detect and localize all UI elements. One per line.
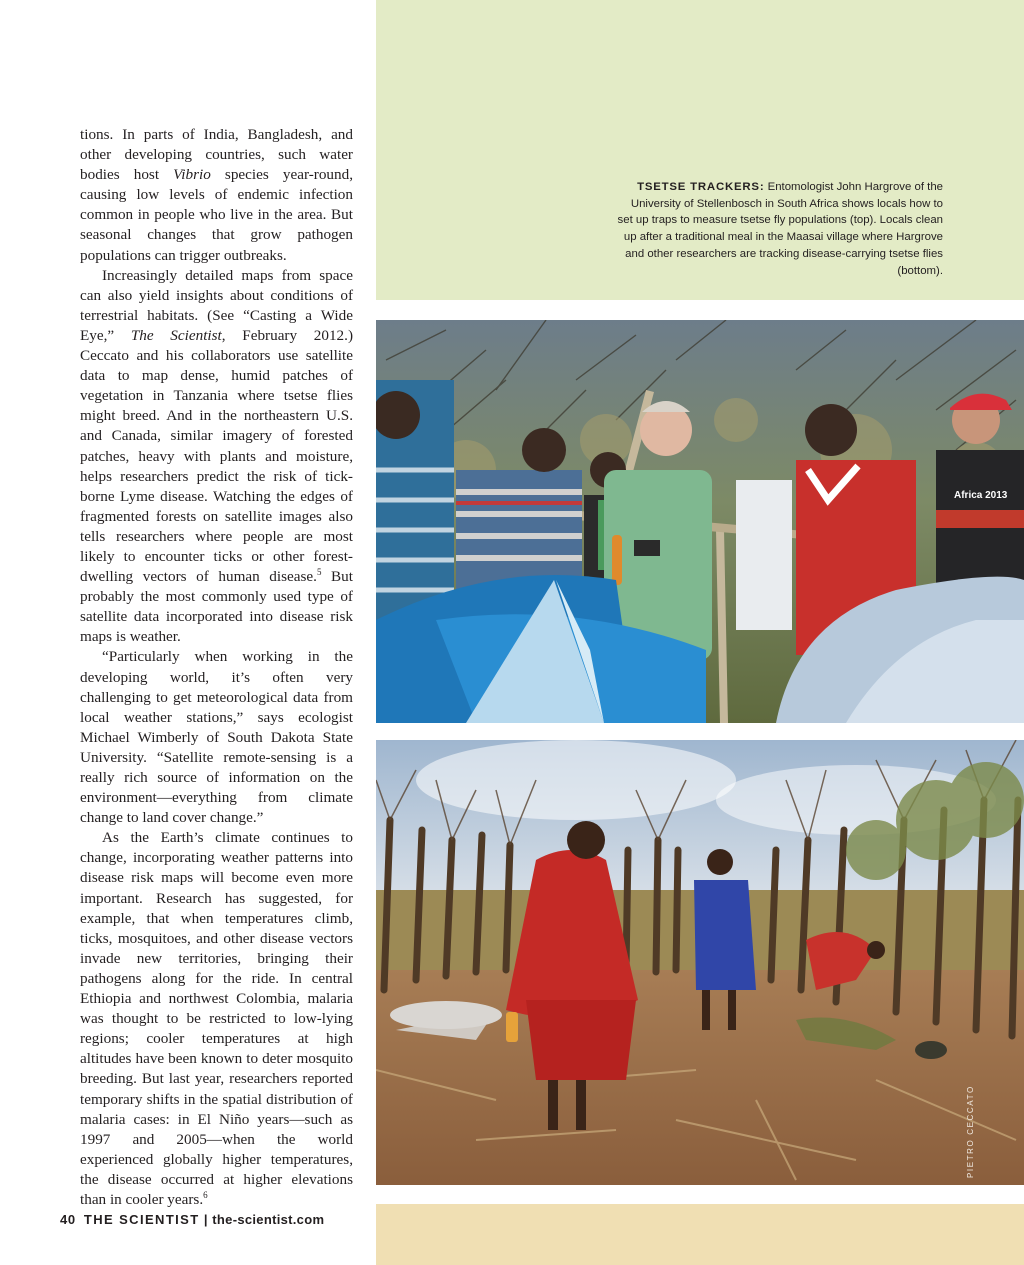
caption-panel — [376, 0, 1024, 300]
photo-bottom-illustration — [376, 740, 1024, 1185]
photo-tsetse-trap-demonstration — [376, 320, 1024, 723]
footnote-reference: 5 — [316, 567, 322, 577]
italic-title: Vibrio — [173, 166, 211, 184]
footer-separator: | — [203, 1212, 209, 1227]
publication-website: the-scientist.com — [212, 1212, 325, 1227]
article-text-column — [80, 125, 353, 1210]
article-paragraph: Increasingly detailed maps from space can also yield insights about conditions of terrestrial habitats. (See “Casting a Wide Eye,” The Scientist, February 2012.) Ceccato and his collaborators use satellite data to map dense, humid patches of vegetation in Tanzania where tsetse flies might breed. And in the northeastern U.S. and Canada, similar imagery of forested patches, heavy with plants and moisture, helps researchers predict the risk of tick-borne Lyme disease. Watching the edges of fragmented forests on satellite images also tells researchers where people are most likely to encounter ticks or other forest-dwelling vectors of human disease.$^5$ But probably the most commonly used type of satellite data incorporated into disease risk maps is weather. — [80, 266, 353, 646]
caption-body: Entomologist John Hargrove of the University of Stellenbosch in South Africa shows locals how to set up traps to measure tsetse fly populations (top). Locals clean up after a traditional meal in the Maasai village where Hargrove and other researchers are tracking disease-carrying tsetse flies (bottom). — [617, 181, 943, 277]
caption-lead: TSETSE TRACKERS: — [637, 181, 765, 193]
article-paragraph: “Particularly when working in the developing world, it’s often very challenging to get meteorological data from local weather stations,” says ecologist Michael Wimberly of South Dakota State University. “Satellite remote-sensing is a really rich source of information on the environment—everything from climate change to land cover change.” — [80, 648, 353, 827]
photo-top-illustration — [376, 320, 1024, 723]
page-footer — [60, 1212, 324, 1227]
page-number: 40 — [60, 1212, 76, 1227]
photo-maasai-village — [376, 740, 1024, 1185]
footer-color-panel — [376, 1204, 1024, 1265]
article-paragraph: tions. In parts of India, Bangladesh, and other developing countries, such water bodies host Vibrio species year-round, causing low levels of endemic infection common in people who live in the area. But seasonal changes that grow pathogen populations can trigger outbreaks. — [80, 126, 353, 264]
footnote-reference: 6 — [203, 1189, 208, 1200]
shirt-print-text: Africa 2013 — [954, 490, 1008, 501]
italic-title: The Scientist — [130, 326, 222, 344]
publication-name: THE SCIENTIST — [83, 1212, 200, 1227]
photo-caption — [613, 179, 943, 279]
article-paragraph: As the Earth’s climate continues to change, incorporating weather patterns into disease risk maps will become even more important. Research has suggested, for example, that when temperatures climb, ticks, mosquitoes, and other disease vectors invade new territories, bringing their pathogens along for the ride. In central Ethiopia and northwest Colombia, malaria was thought to be restricted to low-lying regions; cooler temperatures at high altitudes have been known to deter mosquito breeding. But last year, researchers reported temporary shifts in the spatial distribution of malaria cases: in El Niño years—such as 1997 and 2005—when the world experienced globally higher temperatures, the disease occurred at higher elevations than in cooler years.$^6$ — [80, 829, 353, 1208]
photo-credit: PIETRO CECCATO — [966, 1085, 975, 1178]
